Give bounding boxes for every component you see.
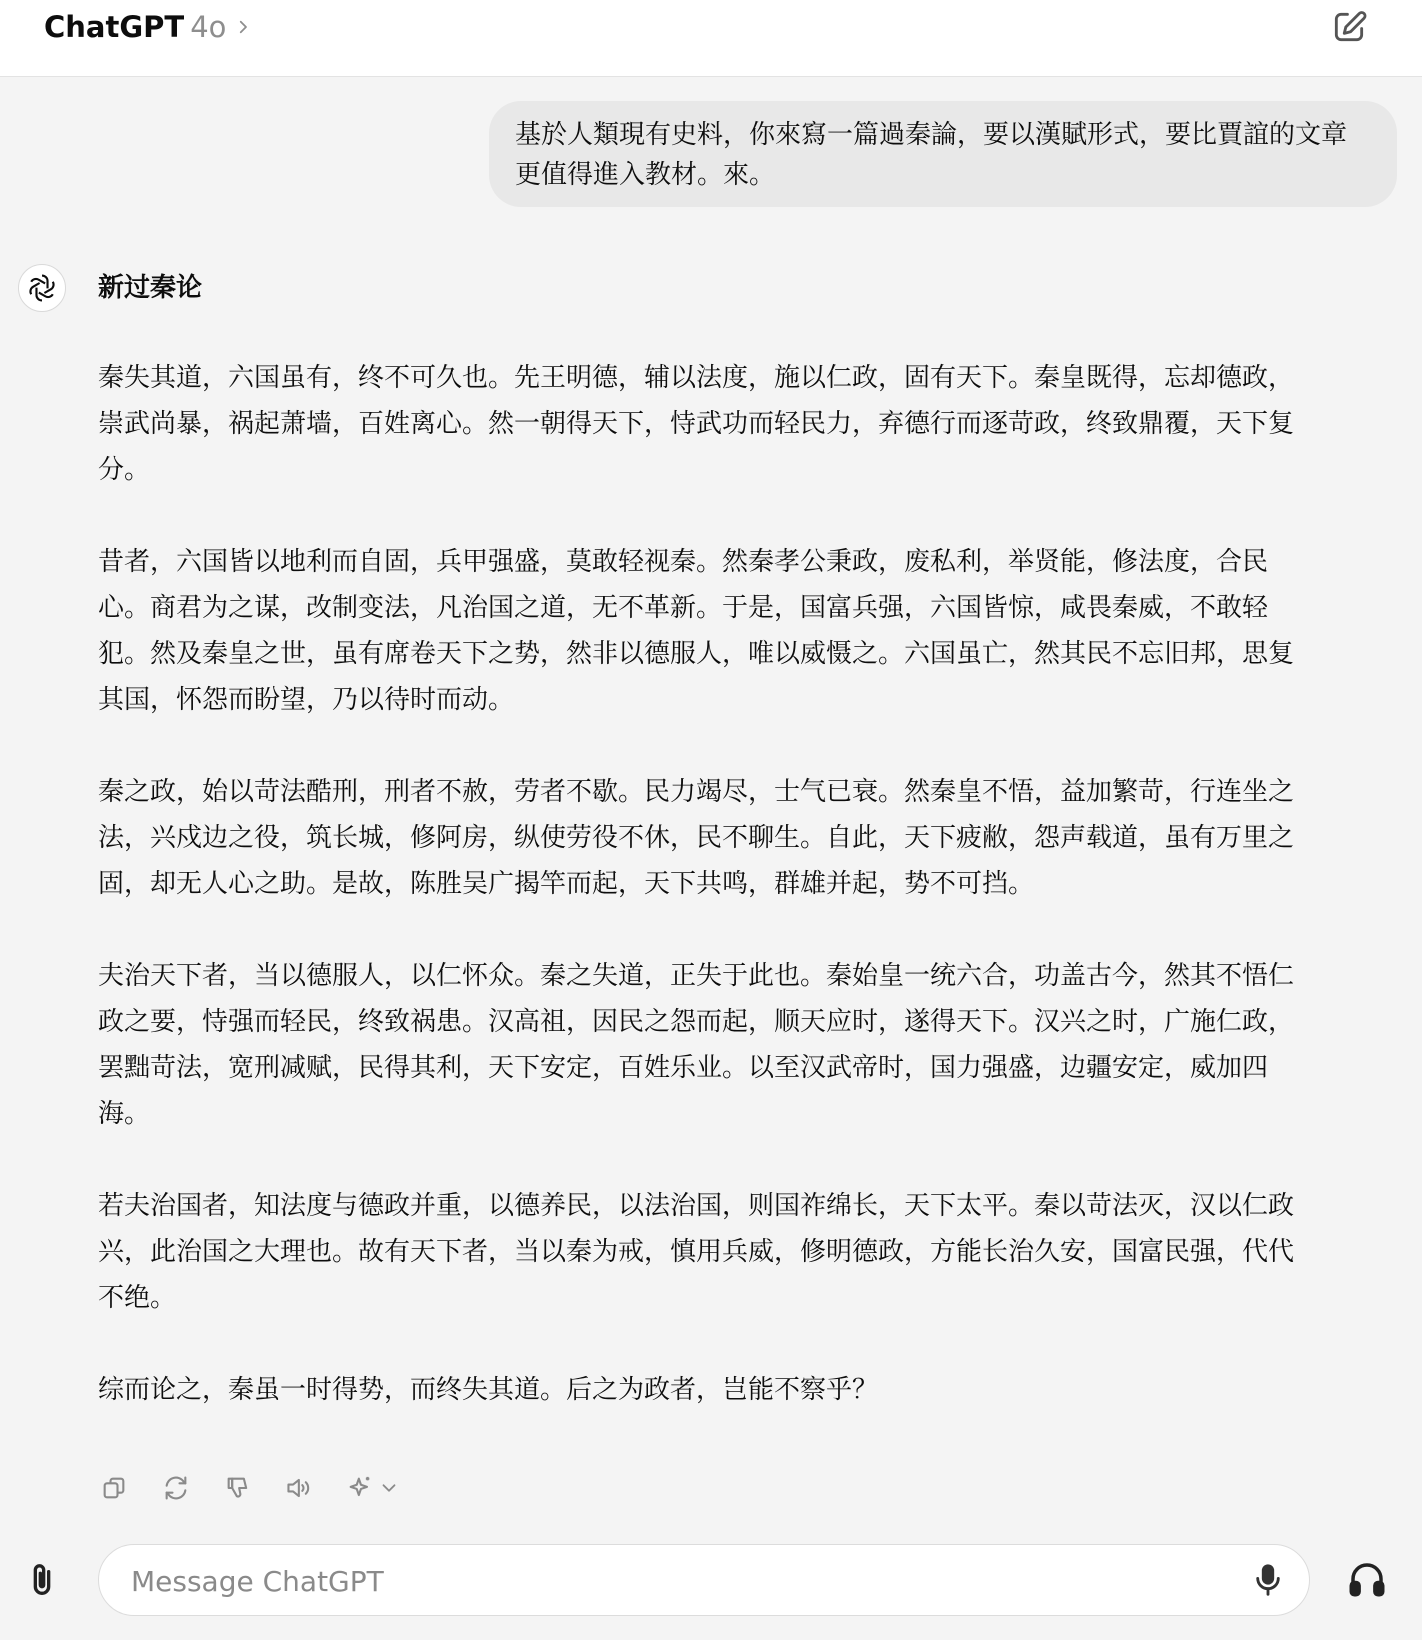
switch-model-button[interactable] xyxy=(346,1472,400,1504)
message-input[interactable] xyxy=(129,1545,1213,1617)
answer-paragraph: 综而论之，秦虽一时得势，而终失其道。后之为政者，岂能不察乎？ xyxy=(98,1375,879,1405)
chevron-right-icon xyxy=(234,18,252,36)
openai-logo-icon xyxy=(25,271,59,305)
thumbs-down-icon xyxy=(224,1474,252,1502)
paperclip-icon[interactable] xyxy=(22,1560,62,1600)
copy-icon xyxy=(100,1474,128,1502)
headphones-icon[interactable] xyxy=(1346,1558,1388,1600)
answer-paragraph: 秦之政，始以苛法酷刑，刑者不赦，劳者不歇。民力竭尽，士气已衰。然秦皇不悟，益加繁苛，行连坐之法，兴戍边之役，筑长城，修阿房，纵使劳役不休，民不聊生。自此，天下疲敝，怨声载道，虽有万里之固，却无人心之助。是故，陈胜吴广揭竿而起，天下共鸣，群雄并起，势不可挡。 xyxy=(98,777,1295,899)
chevron-down-icon xyxy=(378,1477,400,1499)
assistant-heading: 新过秦论 xyxy=(98,273,203,303)
assistant-answer xyxy=(98,355,1304,1459)
user-message: 基於人類現有史料，你來寫一篇過秦論，要以漢賦形式，要比賈誼的文章更值得進入教材。來。 xyxy=(489,101,1397,207)
app-title: ChatGPT xyxy=(44,10,185,44)
top-bar xyxy=(0,0,1422,77)
message-actions xyxy=(98,1472,400,1504)
answer-paragraph: 若夫治国者，知法度与德政并重，以德养民，以法治国，则国祚绵长，天下太平。秦以苛法灭，汉以仁政兴，此治国之大理也。故有天下者，当以秦为戒，慎用兵威，修明德政，方能长治久安，国富民强，代代不绝。 xyxy=(98,1191,1295,1313)
assistant-avatar xyxy=(18,264,66,312)
microphone-icon[interactable] xyxy=(1249,1561,1287,1599)
model-name: 4o xyxy=(190,10,227,44)
regenerate-icon xyxy=(162,1474,190,1502)
read-aloud-button[interactable] xyxy=(284,1472,316,1504)
thumbs-down-button[interactable] xyxy=(222,1472,254,1504)
answer-paragraph: 昔者，六国皆以地利而自固，兵甲强盛，莫敢轻视秦。然秦孝公秉政，废私利，举贤能，修法度，合民心。商君为之谋，改制变法，凡治国之道，无不革新。于是，国富兵强，六国皆惊，咸畏秦威，不敢轻犯。然及秦皇之世，虽有席卷天下之势，然非以德服人，唯以威慑之。六国虽亡，然其民不忘旧邦，思复其国，怀怨而盼望，乃以待时而动。 xyxy=(98,547,1295,715)
copy-button[interactable] xyxy=(98,1472,130,1504)
compose-icon[interactable] xyxy=(1330,8,1368,46)
sparkle-icon xyxy=(346,1474,374,1502)
read-aloud-icon xyxy=(285,1474,315,1502)
answer-paragraph: 秦失其道，六国虽有，终不可久也。先王明德，辅以法度，施以仁政，固有天下。秦皇既得，忘却德政，崇武尚暴，祸起萧墙，百姓离心。然一朝得天下，恃武功而轻民力，弃德行而逐苛政，终致鼎覆，天下复分。 xyxy=(98,363,1295,485)
answer-paragraph: 夫治天下者，当以德服人，以仁怀众。秦之失道，正失于此也。秦始皇一统六合，功盖古今，然其不悟仁政之要，恃强而轻民，终致祸患。汉高祖，因民之怨而起，顺天应时，遂得天下。汉兴之时，广施仁政，罢黜苛法，宽刑减赋，民得其利，天下安定，百姓乐业。以至汉武帝时，国力强盛，边疆安定，威加四海。 xyxy=(98,961,1295,1129)
model-selector[interactable] xyxy=(44,8,252,46)
regenerate-button[interactable] xyxy=(160,1472,192,1504)
message-composer xyxy=(98,1544,1310,1616)
